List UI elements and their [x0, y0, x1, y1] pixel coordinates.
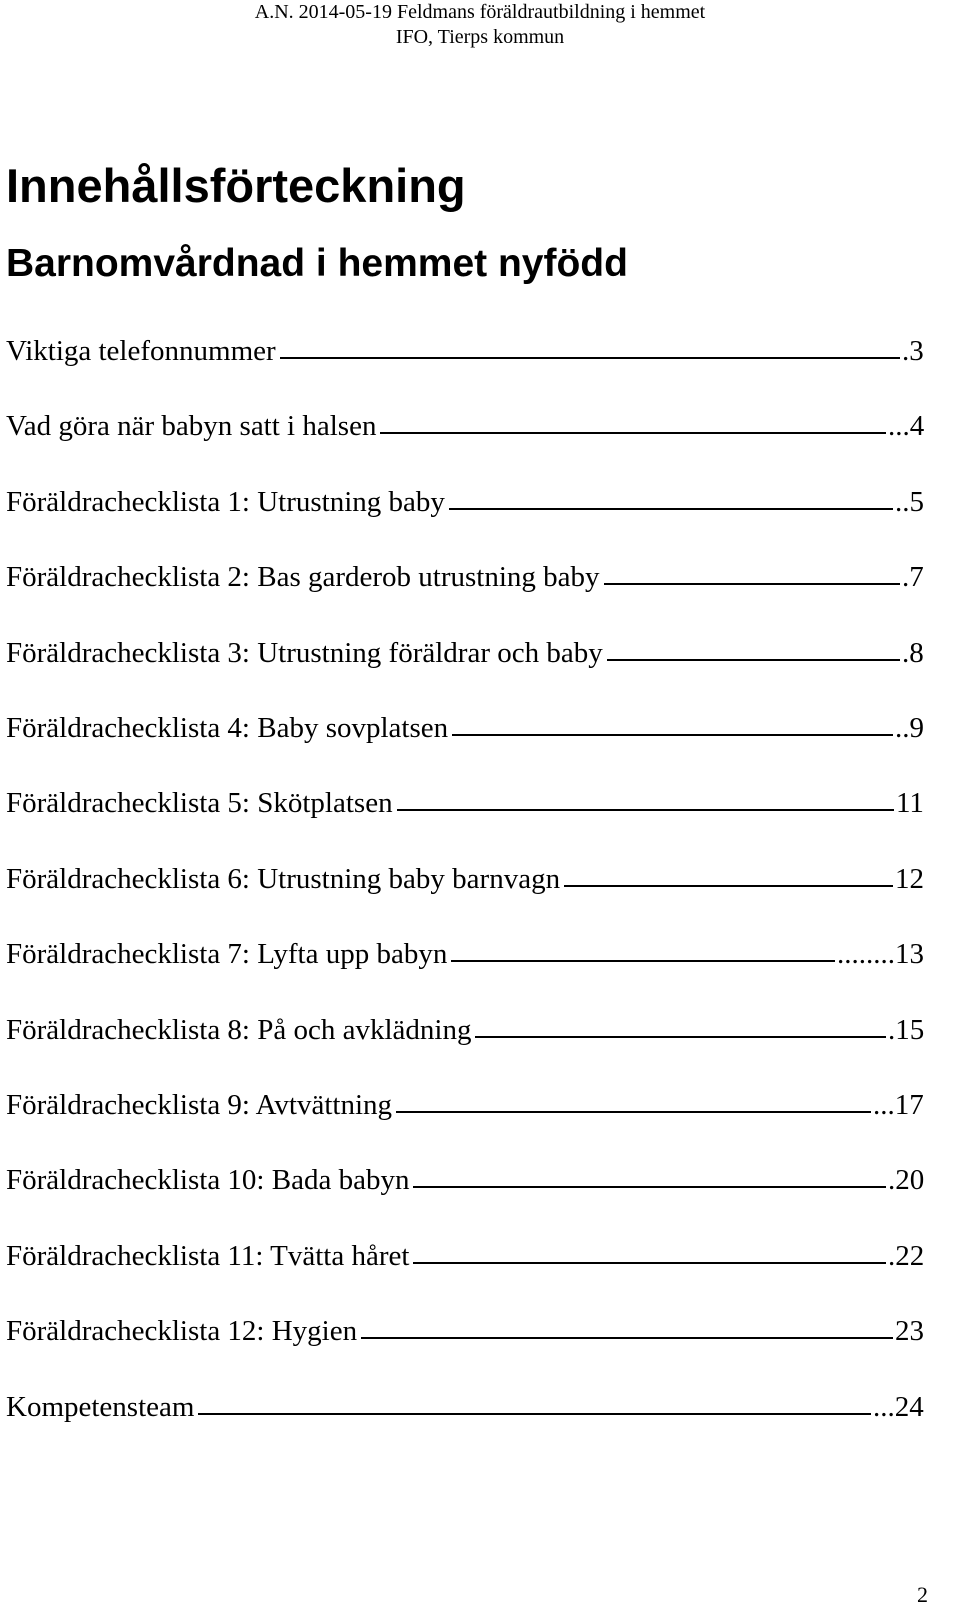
header-line-2: IFO, Tierps kommun	[395, 26, 565, 48]
toc-leader-line	[361, 1337, 893, 1339]
toc-leader-line	[449, 508, 893, 510]
header-line-1: A.N. 2014-05-19 Feldmans föräldrautbildning i hemmet	[254, 1, 706, 23]
toc-entry-page: .8	[902, 637, 924, 669]
toc-entry-title: Föräldrachecklista 5: Skötplatsen	[6, 787, 393, 819]
toc-entry-page: ...4	[888, 410, 925, 442]
toc-entry-title: Vad göra när babyn satt i halsen	[6, 410, 377, 442]
document-subtitle: Barnomvårdnad i hemmet nyfödd	[6, 242, 628, 285]
toc-leader-line	[413, 1262, 886, 1264]
toc-entry	[6, 1160, 924, 1200]
page-header	[0, 0, 960, 50]
toc-entry-title: Kompetensteam	[6, 1391, 195, 1423]
toc-entry-title: Föräldrachecklista 10: Bada babyn	[6, 1164, 410, 1196]
toc-entry	[6, 934, 924, 974]
toc-entry	[6, 783, 924, 823]
toc-leader-line	[397, 809, 894, 811]
toc-leader-line	[564, 885, 893, 887]
toc-entry-page: ........13	[837, 938, 924, 970]
toc-leader-line	[475, 1036, 886, 1038]
toc-leader-line	[451, 960, 835, 962]
toc-entry-title: Föräldrachecklista 9: Avtvättning	[6, 1089, 393, 1121]
toc-entry-title: Föräldrachecklista 3: Utrustning föräldrar och baby	[6, 637, 603, 669]
toc-leader-line	[396, 1111, 871, 1113]
toc-entry	[6, 1387, 924, 1427]
toc-entry-title: Föräldrachecklista 12: Hygien	[6, 1315, 358, 1347]
page-number: 2	[917, 1582, 928, 1607]
toc-entry-page: .15	[888, 1014, 925, 1046]
toc-entry-title: Viktiga telefonnummer	[6, 335, 276, 367]
toc-entry	[6, 708, 924, 748]
toc-entry-page: 11	[896, 787, 924, 819]
toc-entry-page: .7	[902, 561, 924, 593]
toc-entry	[6, 557, 924, 597]
toc-leader-line	[452, 734, 893, 736]
toc-entry-title: Föräldrachecklista 8: På och avklädning	[6, 1014, 472, 1046]
document-title: Innehållsförteckning	[6, 159, 466, 212]
toc-entry-page: ...24	[873, 1391, 924, 1423]
toc-entry	[6, 633, 924, 673]
toc-entry	[6, 406, 924, 446]
toc-entry	[6, 1085, 924, 1125]
toc-leader-line	[198, 1413, 871, 1415]
toc-entry-page: ...17	[873, 1089, 924, 1121]
toc-entry-page: 12	[895, 863, 924, 895]
toc-entry-title: Föräldrachecklista 11: Tvätta håret	[6, 1240, 410, 1272]
toc-entry	[6, 1236, 924, 1276]
toc-entry	[6, 482, 924, 522]
toc-entry-title: Föräldrachecklista 7: Lyfta upp babyn	[6, 938, 448, 970]
toc-entry-page: 23	[895, 1315, 924, 1347]
toc-entry-title: Föräldrachecklista 4: Baby sovplatsen	[6, 712, 449, 744]
toc-entry-page: .20	[888, 1164, 925, 1196]
toc-entry-title: Föräldrachecklista 6: Utrustning baby barnvagn	[6, 863, 561, 895]
toc-leader-line	[380, 432, 886, 434]
toc-entry-page: ..9	[895, 712, 924, 744]
toc-leader-line	[413, 1186, 886, 1188]
toc-entry	[6, 1311, 924, 1351]
toc-entry-page: .22	[888, 1240, 925, 1272]
toc-entry-page: ..5	[895, 486, 924, 518]
toc-leader-line	[604, 583, 900, 585]
toc-entry-page: .3	[902, 335, 924, 367]
toc-entry-title: Föräldrachecklista 1: Utrustning baby	[6, 486, 445, 518]
toc-entry	[6, 859, 924, 899]
toc-entry	[6, 331, 924, 371]
toc-leader-line	[607, 659, 900, 661]
toc-leader-line	[280, 357, 900, 359]
toc-entry-title: Föräldrachecklista 2: Bas garderob utrustning baby	[6, 561, 600, 593]
toc-entry	[6, 1010, 924, 1050]
